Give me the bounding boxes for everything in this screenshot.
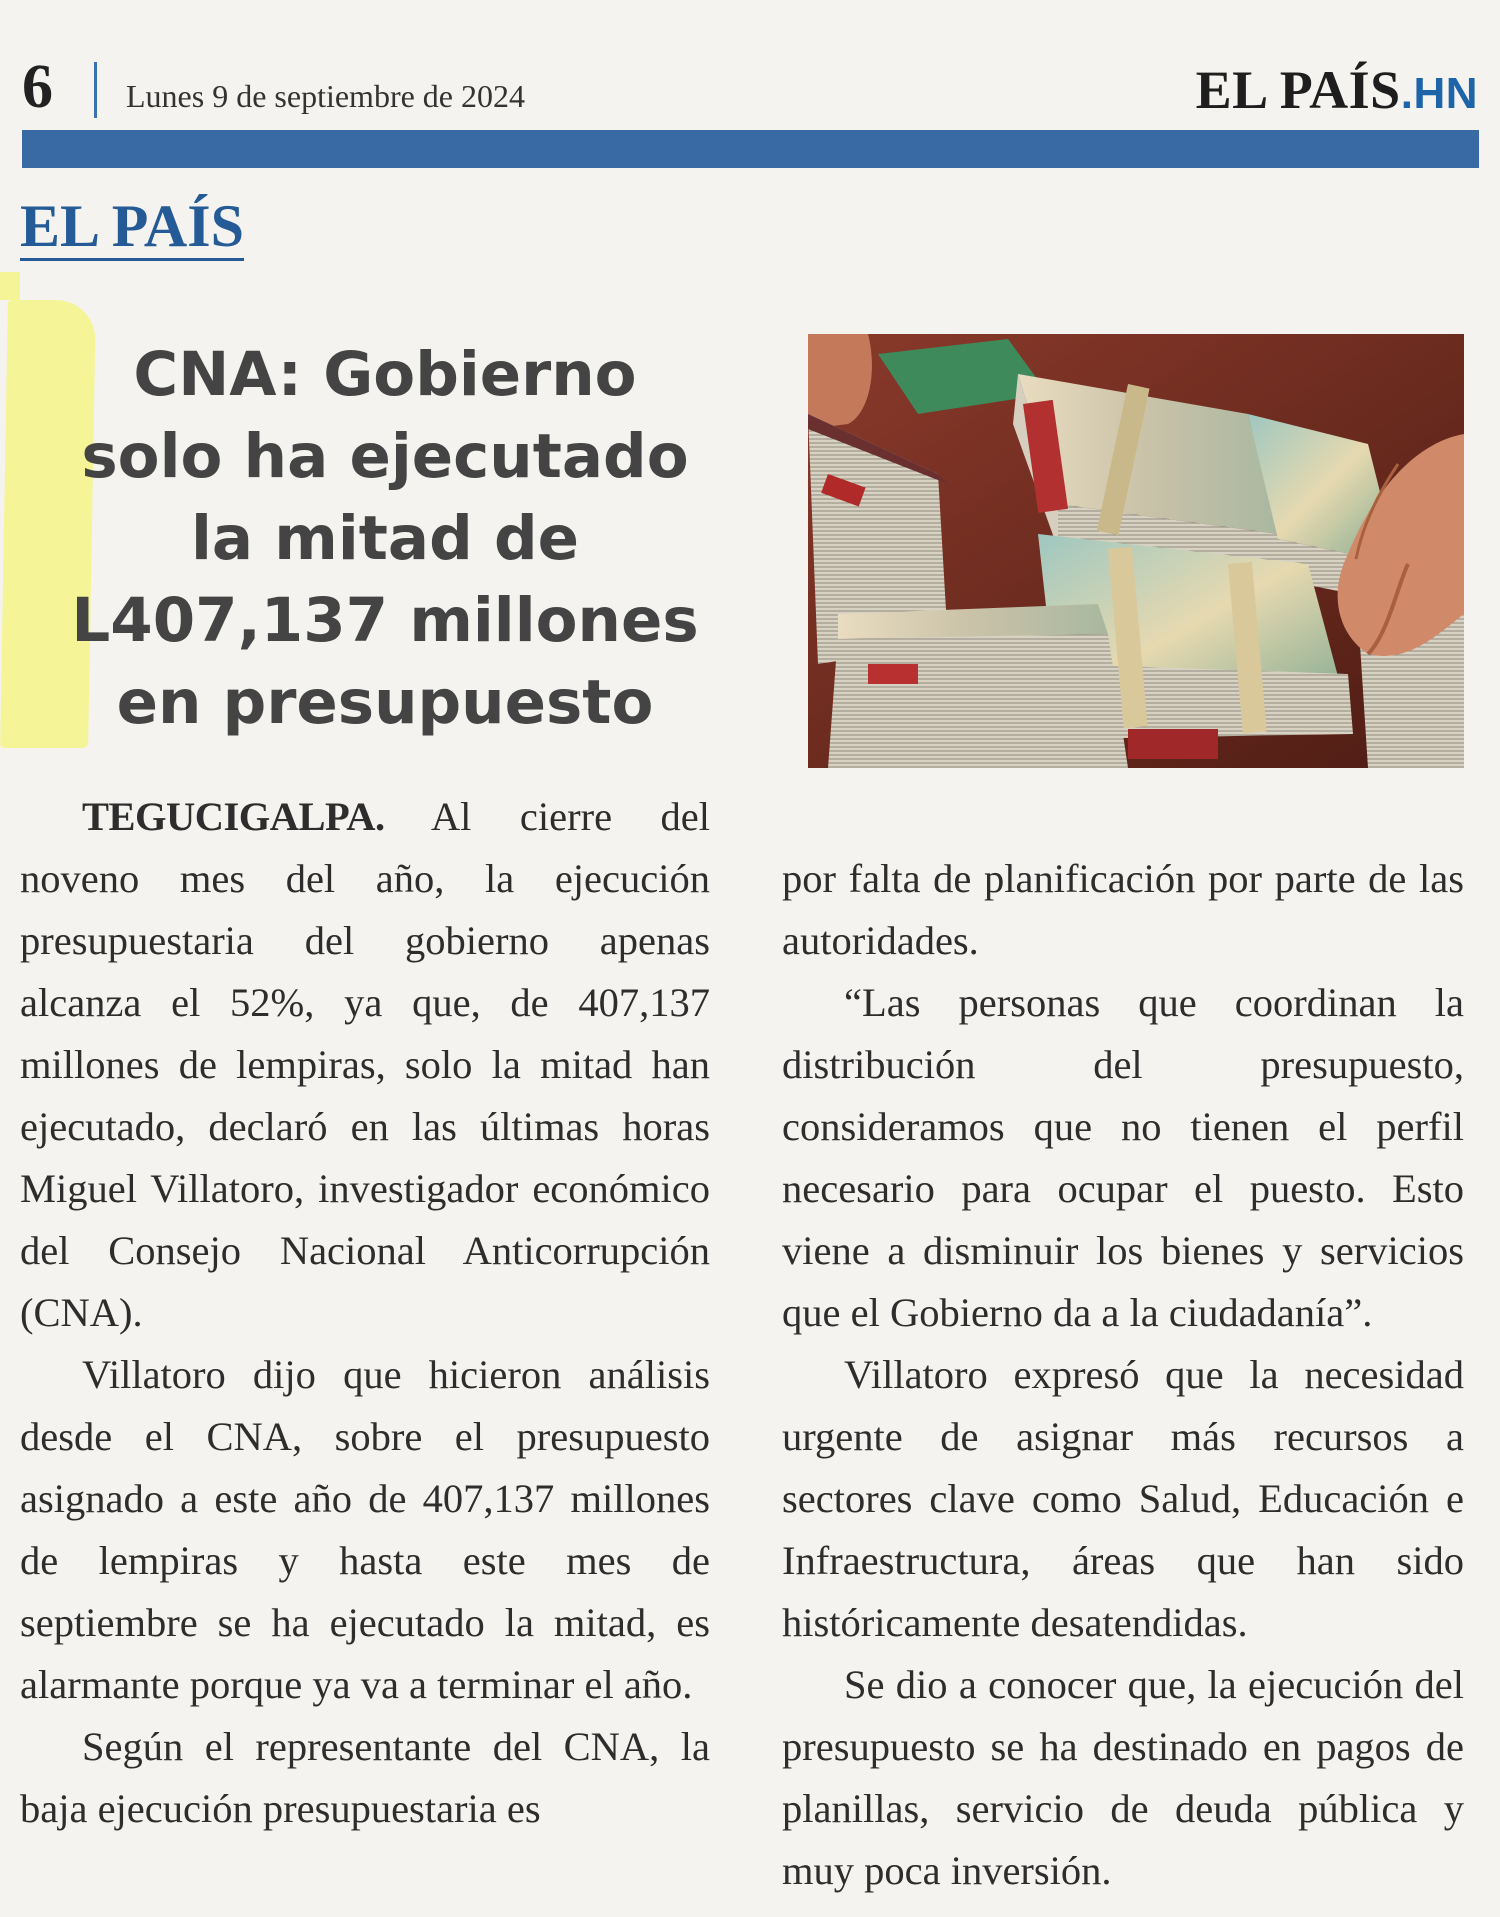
- article-paragraph: Según el representante del CNA, la baja ejecución presupuestaria es: [20, 1724, 710, 1831]
- header-rule: [22, 130, 1479, 168]
- brand-name: EL PAÍS: [1195, 60, 1401, 120]
- money-stacks-photo: [808, 334, 1464, 768]
- paragraph-text: Al cierre del noveno mes del año, la ejecución presupuestaria del gobierno apenas alcanza el 52%, ya que, de 407,137 millones de lempiras, solo la mitad han ejecutado, declaró en las últimas horas Miguel Villatoro, investigador económico del Consejo Nacional Anticorrupción (CNA).: [20, 794, 710, 1335]
- headline-line: CNA: Gobierno: [133, 339, 637, 410]
- section-label: EL PAÍS: [20, 193, 244, 259]
- headline-line: en presupuesto: [116, 667, 654, 738]
- highlighter-mark-small: [0, 272, 20, 300]
- headline-line: L407,137 millones: [71, 585, 699, 656]
- article-paragraph: “Las personas que coordinan la distribución del presupuesto, consideramos que no tienen el perfil necesario para ocupar el puesto. Esto viene a disminuir los bienes y servicios que el Gobierno da a la ciudadanía”.: [782, 980, 1464, 1335]
- masthead: [22, 50, 1478, 122]
- dateline: TEGUCIGALPA.: [82, 794, 385, 839]
- article-paragraph: Villatoro dijo que hicieron análisis desde el CNA, sobre el presupuesto asignado a este año de 407,137 millones de lempiras y hasta este mes de septiembre se ha ejecutado la mitad, es alarmante porque ya va a terminar el año.: [20, 1352, 710, 1707]
- article-column-left: [20, 786, 710, 1840]
- article-paragraph: Villatoro expresó que la necesidad urgente de asignar más recursos a sectores clave como Salud, Educación e Infraestructura, áreas que han sido históricamente desatendidas.: [782, 1352, 1464, 1645]
- brand-logo: [1196, 62, 1478, 122]
- issue-date: Lunes 9 de septiembre de 2024: [126, 78, 525, 114]
- article-paragraph-continued: por falta de planificación por parte de las autoridades.: [782, 856, 1464, 963]
- article-column-right: [782, 848, 1464, 1902]
- brand-suffix: .HN: [1400, 69, 1478, 118]
- headline-line: solo ha ejecutado: [81, 421, 689, 492]
- headline-line: la mitad de: [190, 503, 580, 574]
- article-paragraph: Se dio a conocer que, la ejecución del presupuesto se ha destinado en pagos de planillas, servicio de deuda pública y muy poca inversión.: [782, 1662, 1464, 1893]
- masthead-divider: [94, 62, 97, 118]
- article-paragraph: [20, 786, 710, 1344]
- page-number: 6: [22, 53, 53, 121]
- headline: [30, 334, 740, 744]
- money-stacks-illustration: [808, 334, 1464, 768]
